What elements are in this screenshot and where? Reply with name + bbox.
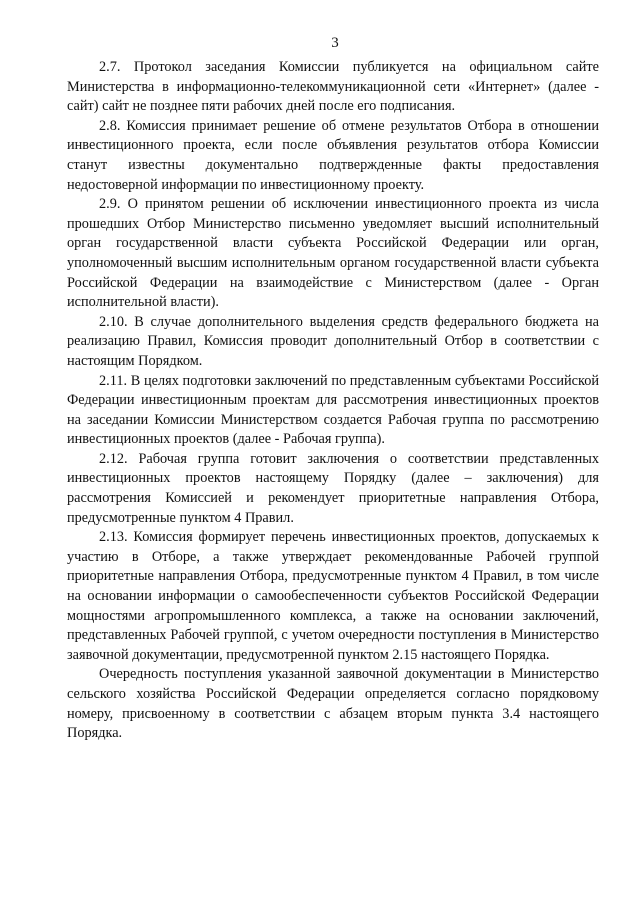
paragraph-2-9: 2.9. О принятом решении об исключении инвестиционного проекта из числа прошедших Отбор Министерство письменно уведомляет высший исполнительный орган государственной власти субъекта Российской Федерации или орган, уполномоченный высшим исполнительным органом государственной власти субъекта Российской Федерации на взаимодействие с Министерством (далее - Орган исполнительной власти). <box>67 196 599 311</box>
paragraph-2-13: 2.13. Комиссия формирует перечень инвестиционных проектов, допускаемых к участию в Отборе, а также утверждает рекомендованные Рабочей группой приоритетные направления Отбора, предусмотренные пунктом 4 Правил, в том числе на основании информации о самообеспеченности субъектов Российской Федерации мощностями агропромышленного комплекса, а также на основании заключений, представленных Рабочей группой, с учетом очередности поступления в Министерство заявочной документации, предусмотренной пунктом 2.15 настоящего Порядка. <box>67 529 599 663</box>
paragraph-queue-order: Очередность поступления указанной заявочной документации в Министерство сельского хозяйства Российской Федерации определяется согласно порядковому номеру, присвоенному в соответствии с абзацем вторым пункта 3.4 настоящего Порядка. <box>67 666 599 742</box>
page-number: 3 <box>331 35 339 51</box>
paragraph-2-11: 2.11. В целях подготовки заключений по представленным субъектами Российской Федерации инвестиционным проектам для рассмотрения инвестиционных проектов на заседании Комиссии Министерством создается Рабочая группа по рассмотрению инвестиционных проектов (далее - Рабочая группа). <box>67 372 599 448</box>
paragraph-2-8: 2.8. Комиссия принимает решение об отмене результатов Отбора в отношении инвестиционного проекта, если после объявления результатов отбора Комиссии станут известны документально подтвержденные факты предоставления недостоверной информации по инвестиционному проекту. <box>67 117 599 193</box>
paragraph-2-12: 2.12. Рабочая группа готовит заключения о соответствии представленных инвестиционных проектов настоящему Порядку (далее – заключения) для рассмотрения Комиссией и рекомендует приоритетные направления Отбора, предусмотренные пунктом 4 Правил. <box>67 450 599 526</box>
paragraph-2-7: 2.7. Протокол заседания Комиссии публикуется на официальном сайте Министерства в информационно-телекоммуникационной сети «Интернет» (далее - сайт) сайт не позднее пяти рабочих дней после его подписания. <box>67 59 599 115</box>
paragraph-2-10: 2.10. В случае дополнительного выделения средств федерального бюджета на реализацию Правил, Комиссия проводит дополнительный Отбор в соответствии с настоящим Порядком. <box>67 313 599 369</box>
